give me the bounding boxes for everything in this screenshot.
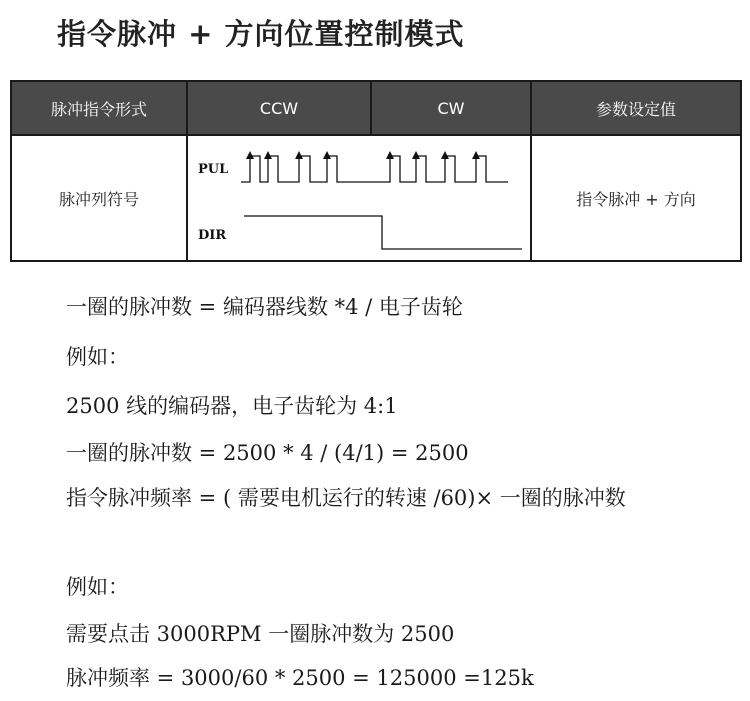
pul-label: PUL: [198, 162, 229, 177]
header-pulse-form: 脉冲指令形式: [11, 81, 187, 135]
pul-waveform-cw: [382, 156, 508, 182]
param-value-cell: 指令脉冲 + 方向: [531, 135, 741, 261]
arrow-up-icon: [472, 151, 480, 159]
arrow-up-icon: [264, 151, 272, 159]
example-encoder-line: 2500 线的编码器，电子齿轮为 4:1: [66, 394, 398, 418]
timing-diagram-cell: [187, 135, 531, 261]
header-param-value: 参数设定值: [531, 81, 741, 135]
pul-waveform-ccw: [241, 156, 382, 182]
arrow-up-icon: [295, 151, 303, 159]
dir-label: DIR: [198, 228, 227, 243]
arrow-up-icon: [246, 151, 254, 159]
arrow-up-icon: [386, 151, 394, 159]
row-label-pulse-symbol: 脉冲列符号: [11, 135, 187, 261]
formula-pulse-frequency: 指令脉冲频率 = ( 需要电机运行的转速 /60)× 一圈的脉冲数: [66, 486, 626, 510]
example-heading-1: 例如：: [66, 345, 129, 369]
example-rpm-line: 需要点击 3000RPM 一圈脉冲数为 2500: [66, 622, 455, 646]
header-cw: CW: [371, 81, 531, 135]
example-pulses-calc: 一圈的脉冲数 = 2500 * 4 / (4/1) = 2500: [66, 441, 469, 465]
pulse-mode-table: [10, 80, 742, 262]
arrow-up-icon: [412, 151, 420, 159]
table-header-row: [11, 81, 741, 135]
example-heading-2: 例如：: [66, 575, 129, 599]
arrow-up-icon: [441, 151, 449, 159]
rising-edge-arrows: [246, 151, 480, 159]
formula-pulses-per-rev: 一圈的脉冲数 = 编码器线数 *4 / 电子齿轮: [66, 295, 463, 319]
header-ccw: CCW: [187, 81, 371, 135]
example-frequency-calc: 脉冲频率 = 3000/60 * 2500 = 125000 =125k: [66, 666, 534, 690]
page-title: 指令脉冲 + 方向位置控制模式: [57, 17, 465, 51]
timing-diagram: [188, 137, 532, 259]
table-row: [11, 135, 741, 261]
arrow-up-icon: [323, 151, 331, 159]
dir-waveform: [244, 216, 522, 249]
